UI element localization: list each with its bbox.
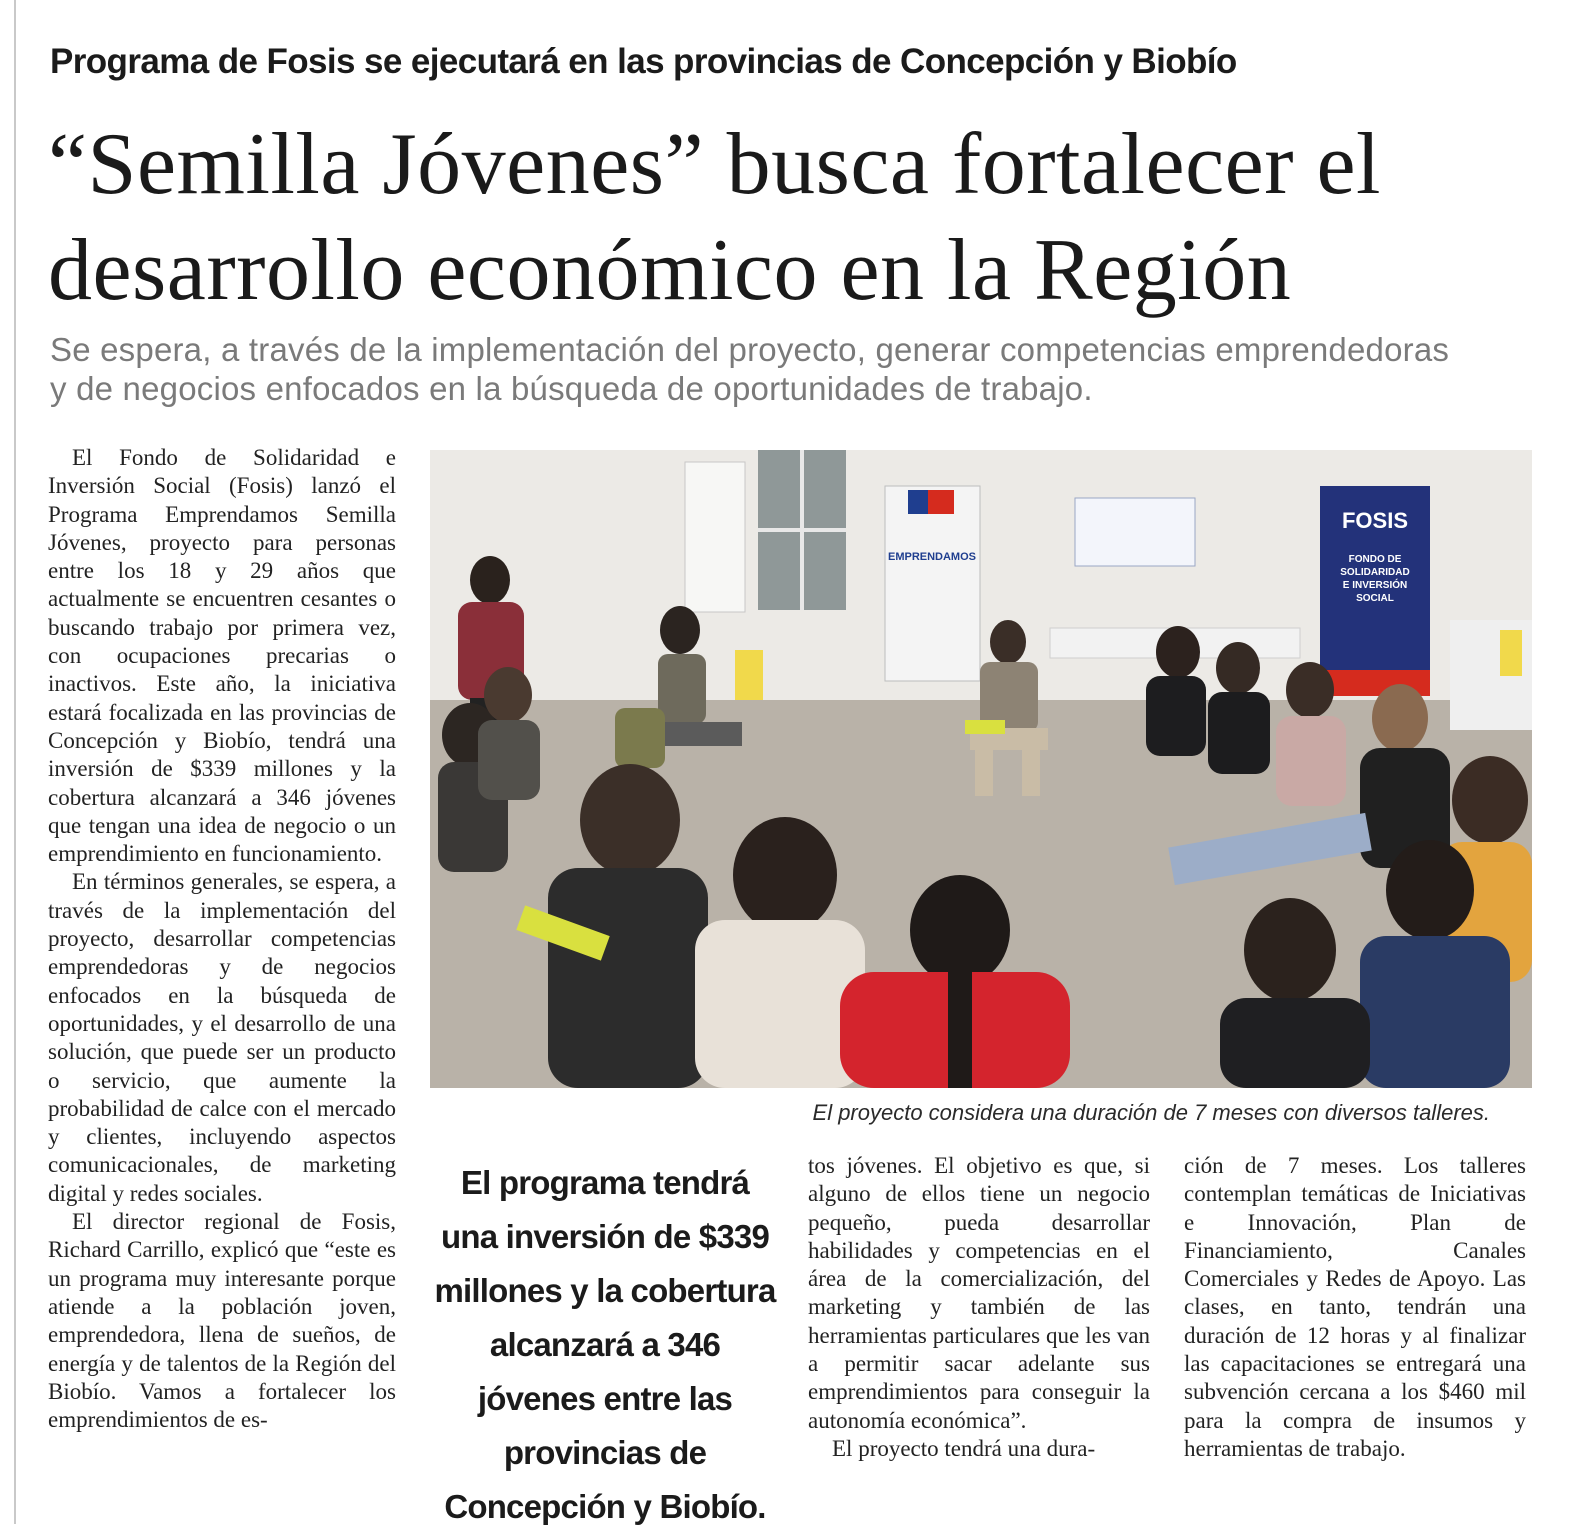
banner-emprendamos-text: EMPRENDAMOS: [887, 551, 977, 563]
kicker: Programa de Fosis se ejecutará en las provincias de Concepción y Biobío: [50, 42, 1237, 81]
banner-fosis-line: E INVERSIÓN: [1342, 580, 1408, 591]
body-paragraph: El director regional de Fosis, Richard Carrillo, explicó que “este es un programa muy interesante porque atiende a la población joven, emprendedora, llena de sueños, de energía y de talentos de la Región del Biobío. Vamos a fortalecer los emprendimientos de es-: [48, 1209, 396, 1433]
article-photo: [430, 450, 1532, 1088]
deck-line-2: y de negocios enfocados en la búsqueda de oportunidades de trabajo.: [50, 370, 1093, 407]
pull-quote: El programa tendrá una inversión de $339 millones y la cobertura alcanzará a 346 jóvenes entre las provincias de Concepción y Biobío.: [434, 1164, 776, 1525]
body-paragraph: tos jóvenes. El objetivo es que, si alguno de ellos tiene un negocio pequeño, pueda desarrollar habilidades y competencias en el área de la comercialización, del marketing y también de las herramientas particulares que les van a permitir sacar adelante sus emprendimientos para conseguir la autonomía económica”.: [808, 1153, 1150, 1433]
deck-subtitle: [50, 330, 1530, 408]
body-paragraph: ción de 7 meses. Los talleres contemplan temáticas de Iniciativas e Innovación, Plan de Financiamiento, Canales Comerciales y Redes de Apoyo. Las clases, en tanto, tendrán una duración de 12 horas y al finalizar las capacitaciones se entregará una subvención cercana a los $460 mil para la compra de insumos y herramientas de trabajo.: [1184, 1153, 1526, 1461]
workshop-scene-image: [430, 450, 1532, 1088]
deck-line-1: Se espera, a través de la implementación del proyecto, generar competencias emprendedoras: [50, 331, 1450, 368]
banner-fosis-line: SOLIDARIDAD: [1340, 567, 1410, 578]
photo-caption: El proyecto considera una duración de 7 meses con diversos talleres.: [812, 1100, 1490, 1125]
banner-fosis-line: SOCIAL: [1356, 593, 1394, 604]
body-column-2: [808, 1152, 1150, 1463]
left-column-rule: [14, 0, 16, 1524]
headline-line-1: “Semilla Jóvenes” busca fortalecer el: [48, 116, 1381, 213]
banner-fosis-line: FONDO DE: [1348, 554, 1402, 565]
headline-line-2: desarrollo económico en la Región: [48, 222, 1292, 319]
body-paragraph: En términos generales, se espera, a través de la implementación del proyecto, desarrollar competencias emprendedoras y de negocios enfocados en la búsqueda de oportunidades, y el desarrollo de una solución, que puede ser un producto o servicio, que aumente la probabilidad de calce con el mercado y clientes, incluyendo aspectos comunicacionales, de marketing digital y redes sociales.: [48, 869, 396, 1206]
body-column-1: [48, 444, 396, 1434]
banner-fosis-title: FOSIS: [1341, 508, 1409, 533]
emprendamos-banner: [885, 486, 980, 681]
body-column-3: [1184, 1152, 1526, 1463]
body-paragraph: El proyecto tendrá una dura-: [832, 1435, 1096, 1461]
headline: [48, 112, 1528, 324]
body-paragraph: El Fondo de Solidaridad e Inversión Social (Fosis) lanzó el Programa Emprendamos Semilla Jóvenes, proyecto para personas entre los 18 y 29 años que actualmente se encuentren cesantes o buscando trabajo por primera vez, con ocupaciones precarias o inactivos. Este año, la iniciativa estará focalizada en las provincias de Concepción y Biobío, tendrá una inversión de $339 millones y la cobertura alcanzará a 346 jóvenes que tengan una idea de negocio o un emprendimiento en funcionamiento.: [48, 445, 396, 867]
